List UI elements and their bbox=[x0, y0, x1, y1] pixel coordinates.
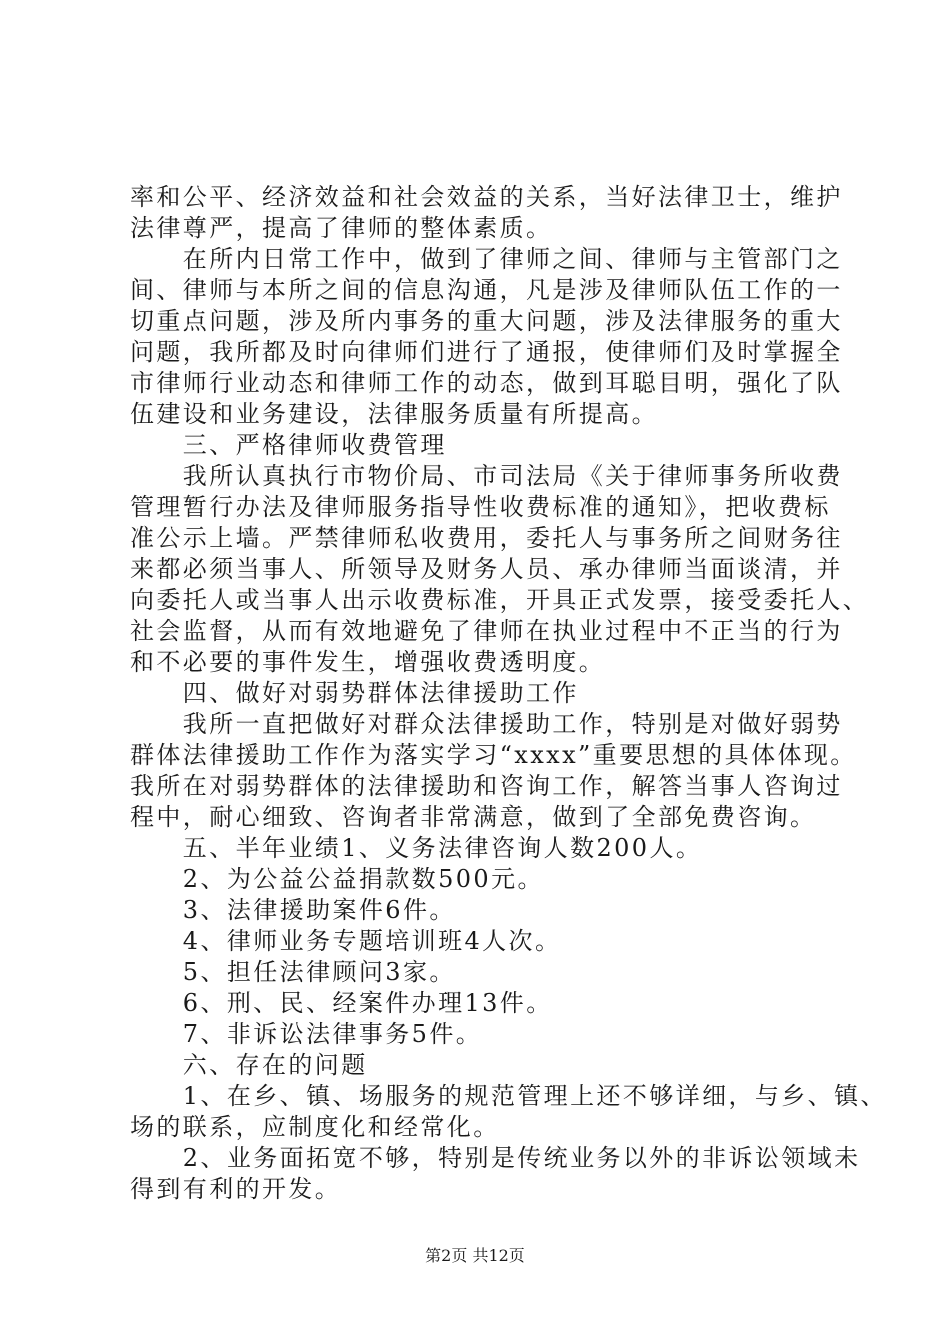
text-line: 在所内日常工作中，做到了律师之间、律师与主管部门之 bbox=[130, 245, 843, 273]
text-line: 社会监督，从而有效地避免了律师在执业过程中不正当的行为 bbox=[130, 617, 843, 645]
text-line: 切重点问题，涉及所内事务的重大问题，涉及法律服务的重大 bbox=[130, 307, 843, 335]
text-line: 场的联系，应制度化和经常化。 bbox=[130, 1113, 500, 1141]
text-line: 来都必须当事人、所领导及财务人员、承办律师当面谈清，并 bbox=[130, 555, 843, 583]
text-line: 率和公平、经济效益和社会效益的关系，当好法律卫士，维护 bbox=[130, 183, 843, 211]
list-item: 5、担任法律顾问3家。 bbox=[130, 958, 456, 986]
text-line: 市律师行业动态和律师工作的动态，做到耳聪目明，强化了队 bbox=[130, 369, 843, 397]
text-line: 法律尊严，提高了律师的整体素质。 bbox=[130, 214, 553, 242]
list-item: 4、律师业务专题培训班4人次。 bbox=[130, 927, 562, 955]
text-line: 1、在乡、镇、场服务的规范管理上还不够详细，与乡、镇、 bbox=[130, 1082, 887, 1110]
list-item: 2、为公益公益捐款数500元。 bbox=[130, 865, 544, 893]
text-line: 得到有利的开发。 bbox=[130, 1175, 342, 1203]
text-line: 程中，耐心细致、咨询者非常满意，做到了全部免费咨询。 bbox=[130, 803, 817, 831]
section-heading: 六、存在的问题 bbox=[130, 1051, 368, 1079]
section-heading: 四、做好对弱势群体法律援助工作 bbox=[130, 679, 579, 707]
text-line: 我所在对弱势群体的法律援助和咨询工作，解答当事人咨询过 bbox=[130, 772, 843, 800]
text-line: 问题，我所都及时向律师们进行了通报，使律师们及时掌握全 bbox=[130, 338, 843, 366]
text-line: 群体法律援助工作作为落实学习“xxxx”重要思想的具体体现。 bbox=[130, 741, 857, 769]
list-item: 6、刑、民、经案件办理13件。 bbox=[130, 989, 553, 1017]
text-line: 2、业务面拓宽不够，特别是传统业务以外的非诉讼领域未 bbox=[130, 1144, 861, 1172]
text-line: 我所一直把做好对群众法律援助工作，特别是对做好弱势 bbox=[130, 710, 843, 738]
text-line: 和不必要的事件发生，增强收费透明度。 bbox=[130, 648, 606, 676]
text-line: 我所认真执行市物价局、市司法局《关于律师事务所收费 bbox=[130, 462, 843, 490]
text-line: 管理暂行办法及律师服务指导性收费标准的通知》，把收费标 bbox=[130, 493, 831, 521]
text-line: 向委托人或当事人出示收费标准，开具正式发票，接受委托人、 bbox=[130, 586, 870, 614]
list-item: 3、法律援助案件6件。 bbox=[130, 896, 456, 924]
section-heading: 五、半年业绩1、义务法律咨询人数200人。 bbox=[130, 834, 703, 862]
page-number-footer: 第2页 共12页 bbox=[425, 1246, 525, 1265]
section-heading: 三、严格律师收费管理 bbox=[130, 431, 447, 459]
text-line: 准公示上墙。严禁律师私收费用，委托人与事务所之间财务往 bbox=[130, 524, 843, 552]
list-item: 7、非诉讼法律事务5件。 bbox=[130, 1020, 483, 1048]
text-line: 间、律师与本所之间的信息沟通，凡是涉及律师队伍工作的一 bbox=[130, 276, 843, 304]
text-line: 伍建设和业务建设，法律服务质量有所提高。 bbox=[130, 400, 658, 428]
